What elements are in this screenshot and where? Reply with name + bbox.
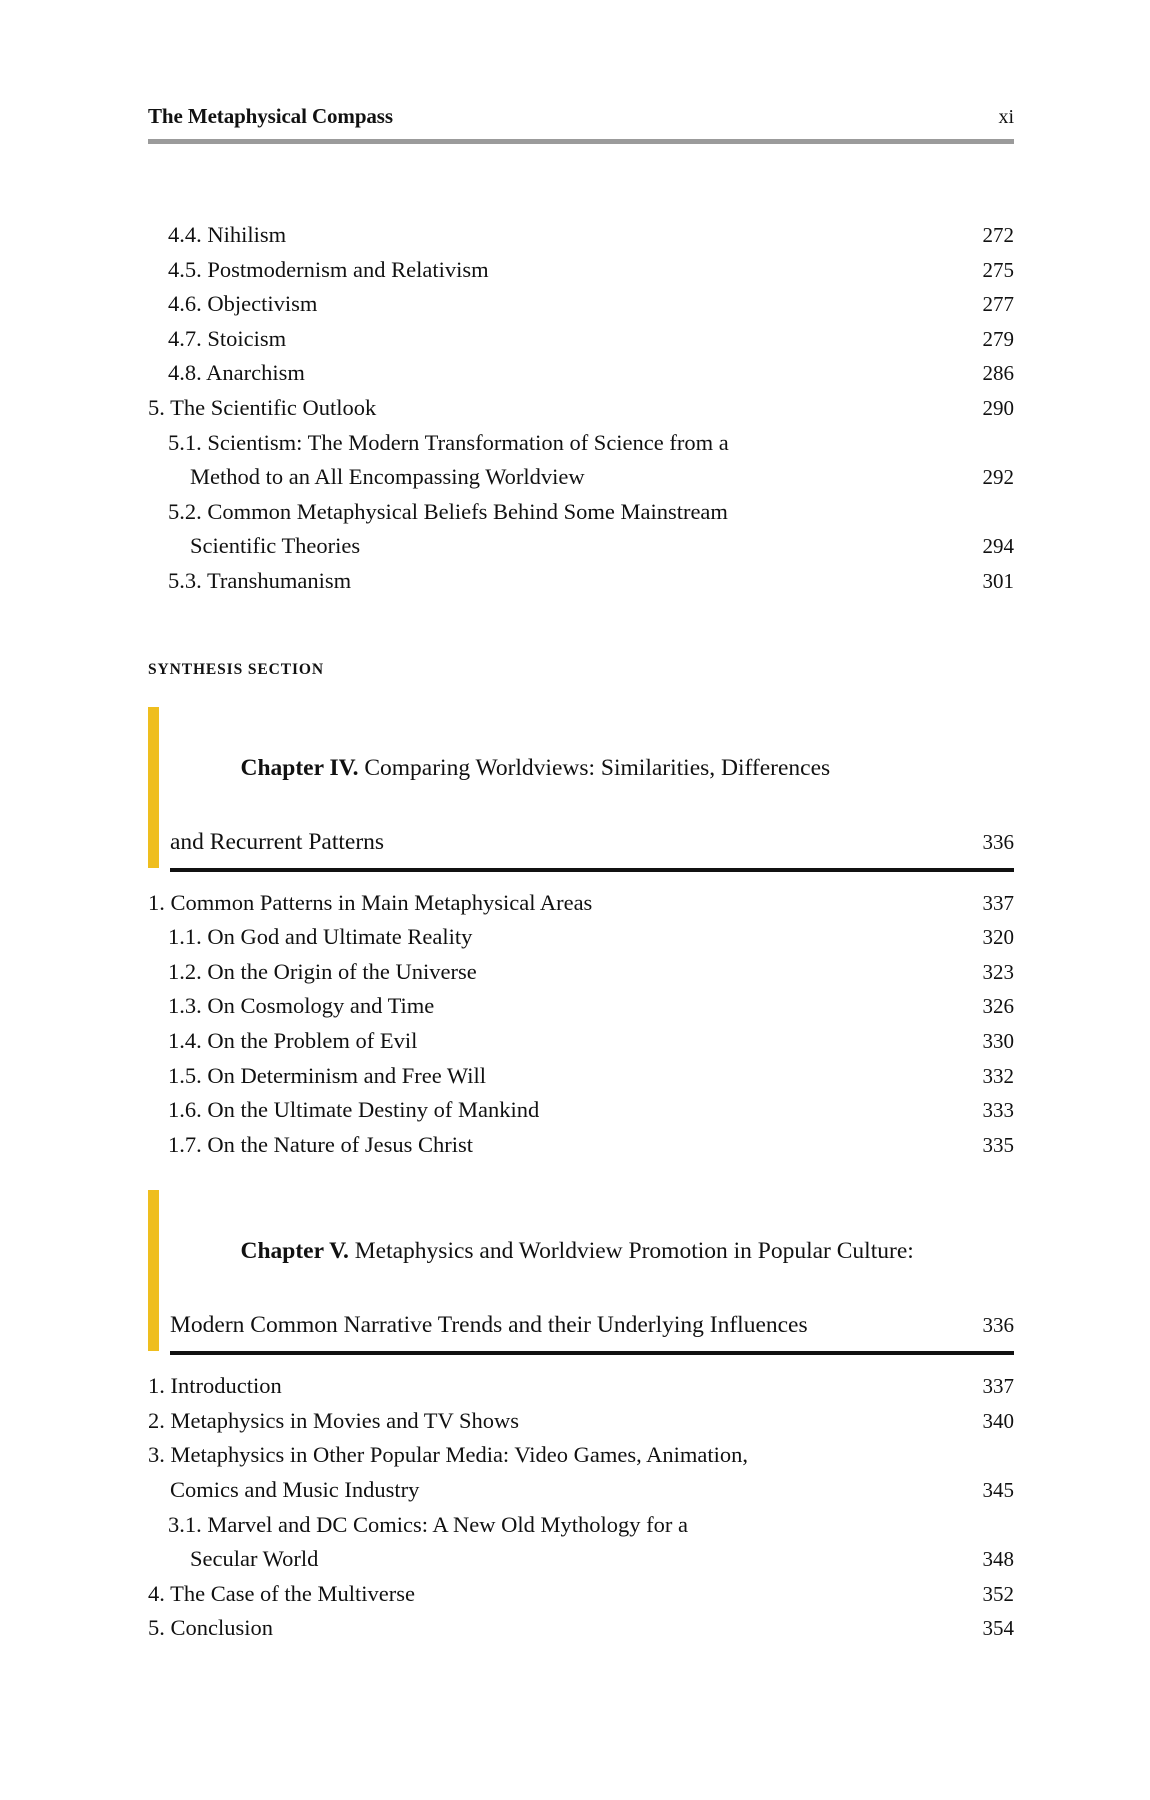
toc-entry[interactable] [148,1369,1014,1404]
toc-entry-label: Secular World [190,1546,319,1572]
toc-entry-folio: 345 [982,1478,1014,1503]
toc-entry-label: 1.1. On God and Ultimate Reality [168,924,473,950]
toc-entry[interactable] [148,322,1014,357]
toc-entry-folio: 277 [982,292,1014,317]
toc-entry-folio: 272 [982,223,1014,247]
toc-entry-label: Method to an All Encompassing Worldview [190,464,585,490]
chapter-accent-bar [148,707,159,868]
toc-group-continued-chapter-three [148,218,1014,599]
chapter-five-number: Chapter V. [240,1238,349,1265]
toc-entry-folio: 292 [982,465,1014,490]
toc-entry-label: 4.8. Anarchism [168,360,305,386]
toc-entry-label: 4.7. Stoicism [168,325,287,351]
toc-entry-label: 1. Common Patterns in Main Metaphysical Areas [148,889,593,915]
toc-entry[interactable] [148,1059,1014,1094]
toc-entry[interactable] [148,1024,1014,1059]
toc-entry[interactable] [148,989,1014,1024]
toc-entry-label: 3.1. Marvel and DC Comics: A New Old Mythology for a [168,1511,688,1537]
toc-entry[interactable] [148,253,1014,288]
chapter-five-title-text-2: Modern Common Narrative Trends and their Underlying Influences [170,1312,808,1339]
toc-entry-label: 5. The Scientific Outlook [148,394,377,420]
toc-entry-folio: 294 [982,534,1014,559]
toc-entry-label: 4.4. Nihilism [168,222,287,247]
toc-entry-label: 4.5. Postmodernism and Relativism [168,256,489,282]
toc-entry-label: 5.3. Transhumanism [168,567,352,593]
toc-entry-label: 1. Introduction [148,1373,282,1399]
toc-entry-folio: 335 [982,1132,1014,1157]
toc-entry-folio: 279 [982,326,1014,351]
toc-entry[interactable] [148,391,1014,426]
toc-entry[interactable] [148,920,1014,955]
chapter-five-title-line-1 [170,1196,1014,1307]
toc-entry[interactable] [148,1438,1014,1473]
toc-entry-label: Comics and Music Industry [170,1477,420,1503]
toc-entry-label: 1.2. On the Origin of the Universe [168,958,477,984]
toc-entry-folio: 323 [982,959,1014,984]
toc-entry-folio: 286 [982,361,1014,386]
toc-entry-folio: 330 [982,1028,1014,1053]
toc-entry[interactable] [148,356,1014,391]
toc-entry-label: Scientific Theories [190,533,361,559]
toc-entry[interactable] [148,218,1014,253]
toc-entry-label: 1.3. On Cosmology and Time [168,993,435,1019]
toc-entry[interactable] [148,955,1014,990]
toc-entry[interactable] [148,1473,1014,1508]
toc-entry-folio: 354 [982,1616,1014,1641]
toc-entry[interactable] [148,1542,1014,1577]
chapter-four-number: Chapter IV. [240,754,359,781]
toc-entry-label: 2. Metaphysics in Movies and TV Shows [148,1407,520,1433]
toc-entry-folio: 348 [982,1547,1014,1572]
toc-entry-folio: 326 [982,994,1014,1019]
running-head [148,104,1014,129]
toc-entry-folio: 337 [982,890,1014,915]
chapter-five-heading[interactable] [148,1190,1014,1351]
toc-entry-label: 1.7. On the Nature of Jesus Christ [168,1131,473,1157]
toc-entry-folio: 340 [982,1408,1014,1433]
chapter-four-rule [170,868,1014,872]
chapter-five-title-text-1: Metaphysics and Worldview Promotion in Popular Culture: [348,1238,914,1265]
chapter-accent-bar [148,1190,159,1351]
toc-entry[interactable] [148,1611,1014,1646]
toc-entry-folio: 275 [982,257,1014,282]
toc-entry-label: 5. Conclusion [148,1615,274,1641]
chapter-four-heading[interactable] [148,707,1014,868]
toc-entry-label: 1.6. On the Ultimate Destiny of Mankind [168,1097,540,1123]
toc-entry-folio: 301 [982,568,1014,593]
toc-entry-label: 4.6. Objectivism [168,291,318,317]
toc-entry-folio: 320 [982,925,1014,950]
toc-entry-folio: 352 [982,1581,1014,1606]
chapter-five-rule [170,1351,1014,1355]
chapter-five-folio: 336 [982,1313,1014,1338]
chapter-four-title-text-1: Comparing Worldviews: Similarities, Differences [358,754,831,781]
toc-entry[interactable] [148,1404,1014,1439]
running-head-folio: xi [998,106,1014,128]
toc-entry-folio: 332 [982,1063,1014,1088]
toc-entry-label: 5.1. Scientism: The Modern Transformation of Science from a [168,429,729,455]
toc-entry[interactable] [148,1093,1014,1128]
toc-entry[interactable] [148,287,1014,322]
section-label-synthesis: SYNTHESIS SECTION [148,660,324,678]
toc-entry[interactable] [148,1128,1014,1163]
toc-entry[interactable] [148,564,1014,599]
toc-entry[interactable] [148,1508,1014,1543]
toc-entry-label: 5.2. Common Metaphysical Beliefs Behind Some Mainstream [168,498,728,524]
running-head-title: The Metaphysical Compass [148,104,393,128]
toc-entry-folio: 337 [982,1374,1014,1399]
toc-group-chapter-five [148,1369,1014,1646]
toc-entry-folio: 290 [982,395,1014,420]
toc-group-chapter-four [148,886,1014,1163]
toc-entry-label: 4. The Case of the Multiverse [148,1580,416,1606]
toc-entry[interactable] [148,529,1014,564]
table-of-contents [148,218,1014,1646]
toc-entry[interactable] [148,460,1014,495]
toc-entry-label: 3. Metaphysics in Other Popular Media: Video Games, Animation, [148,1442,749,1468]
chapter-four-title-line-1 [170,713,1014,824]
toc-entry-folio: 333 [982,1098,1014,1123]
toc-entry[interactable] [148,426,1014,461]
running-head-rule [148,139,1014,144]
chapter-four-title-line-2 [170,824,1014,861]
toc-entry[interactable] [148,495,1014,530]
chapter-four-title-text-2: and Recurrent Patterns [170,828,385,855]
toc-entry[interactable] [148,886,1014,921]
toc-entry-label: 1.4. On the Problem of Evil [168,1027,418,1053]
chapter-four-folio: 336 [982,829,1014,854]
chapter-five-title-line-2 [170,1307,1014,1344]
toc-entry[interactable] [148,1577,1014,1612]
toc-entry-label: 1.5. On Determinism and Free Will [168,1062,486,1088]
